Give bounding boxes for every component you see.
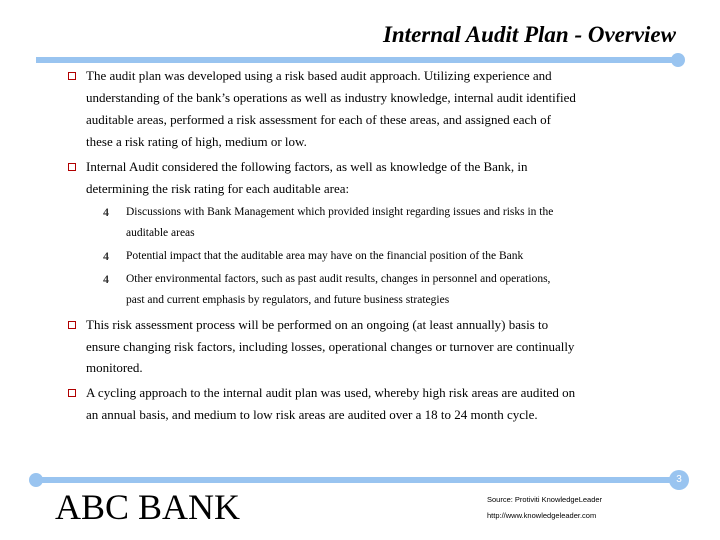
bullet-text: The audit plan was developed using a risk based audit approach. Utilizing experience and <box>86 68 552 83</box>
square-bullet-icon <box>68 389 76 397</box>
bullet-text: understanding of the bank’s operations as well as industry knowledge, internal audit identified <box>86 90 576 105</box>
title-divider <box>36 57 678 63</box>
sub-bullet-text: auditable areas <box>126 227 195 239</box>
divider-end-dot <box>671 53 685 67</box>
page-number: 3 <box>669 470 689 490</box>
check-bullet-icon: 4 <box>103 272 109 286</box>
slide-title: Internal Audit Plan - Overview <box>382 22 676 47</box>
bank-logo-text: ABC BANK <box>55 487 241 527</box>
source-text: Source: Protiviti KnowledgeLeader <box>487 495 603 504</box>
sub-bullet-text: Other environmental factors, such as past audit results, changes in personnel and operations, <box>126 273 551 285</box>
square-bullet-icon <box>68 72 76 80</box>
bullet-text: auditable areas, performed a risk assessment for each of these areas, and assigned each of <box>86 112 551 127</box>
bullet-text: Internal Audit considered the following factors, as well as knowledge of the Bank, in <box>86 159 528 174</box>
source-url: http://www.knowledgeleader.com <box>487 511 597 520</box>
bullet-text: This risk assessment process will be performed on an ongoing (at least annually) basis to <box>86 317 549 332</box>
square-bullet-icon <box>68 163 76 171</box>
check-bullet-icon: 4 <box>103 249 109 263</box>
bullet-text: monitored. <box>86 360 143 375</box>
square-bullet-icon <box>68 321 76 329</box>
bullet-text: an annual basis, and medium to low risk areas are audited over a 18 to 24 month cycle. <box>86 407 538 422</box>
check-bullet-icon: 4 <box>103 205 109 219</box>
bullet-text: A cycling approach to the internal audit plan was used, whereby high risk areas are audited on <box>86 385 576 400</box>
sub-bullet-text: Potential impact that the auditable area may have on the financial position of the Bank <box>126 250 524 262</box>
bullet-text: ensure changing risk factors, including losses, operational changes or turnover are continually <box>86 339 575 354</box>
bullet-text: determining the risk rating for each auditable area: <box>86 181 350 196</box>
sub-bullet-text: past and current emphasis by regulators, and future business strategies <box>126 294 450 306</box>
sub-bullet-text: Discussions with Bank Management which provided insight regarding issues and risks in the <box>126 206 554 218</box>
footer-divider <box>36 477 676 483</box>
bullet-text: these a risk rating of high, medium or low. <box>86 134 307 149</box>
